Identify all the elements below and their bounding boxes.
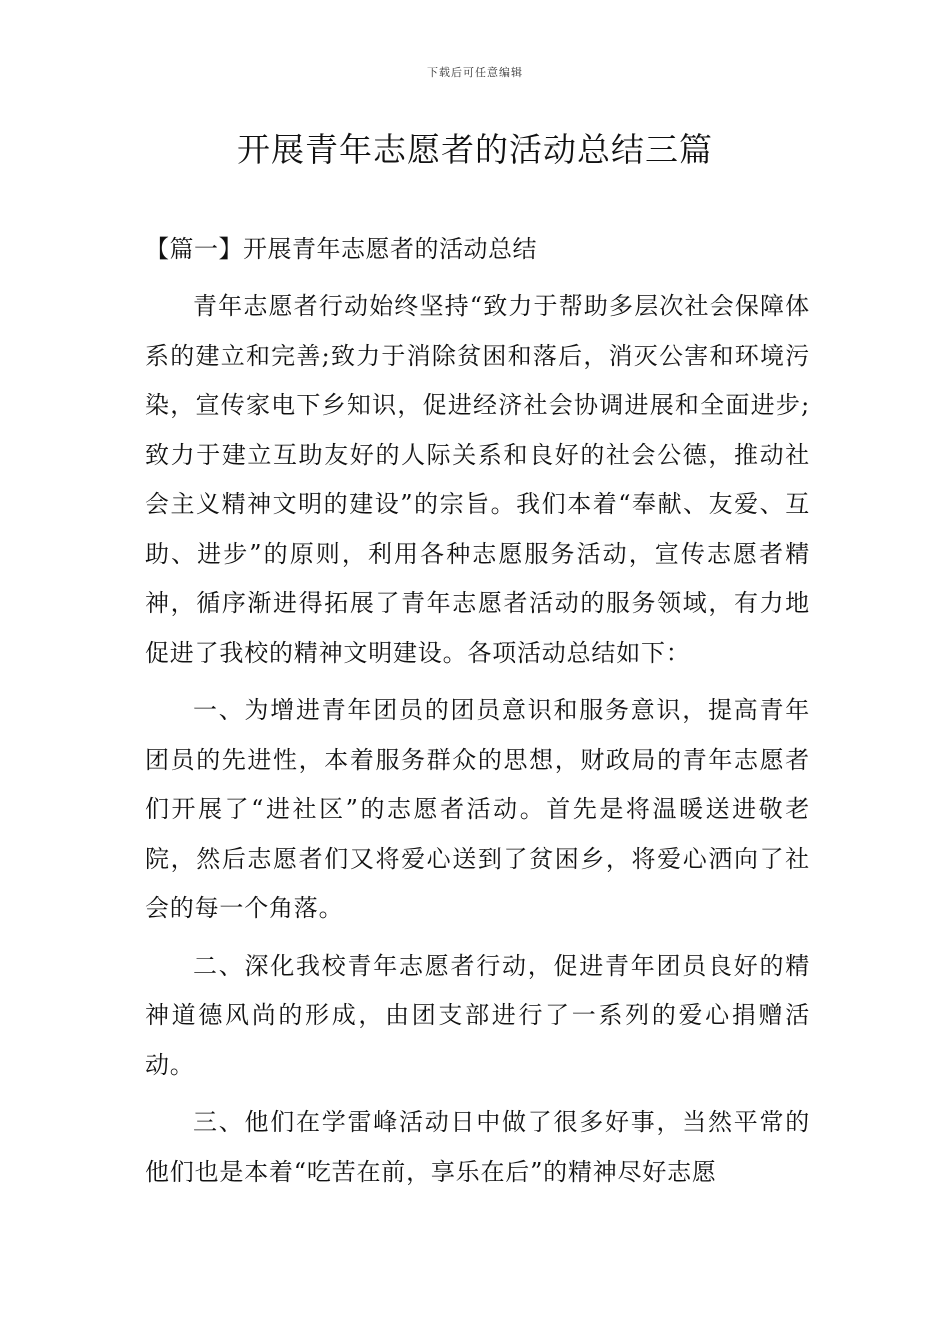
page-title: 开展青年志愿者的活动总结三篇 [237,130,713,169]
document-body [145,229,810,1197]
paragraph-item-1: 一、为增进青年团员的团员意识和服务意识，提高青年团员的先进性，本着服务群众的思想，财政局的青年志愿者们开展了“进社区”的志愿者活动。首先是将温暖送进敬老院，然后志愿者们又将爱心送到了贫困乡，将爱心洒向了社会的每一个角落。 [145,696,810,922]
paragraph-intro: 青年志愿者行动始终坚持“致力于帮助多层次社会保障体系的建立和完善;致力于消除贫困和落后，消灭公害和环境污染，宣传家电下乡知识，促进经济社会协调进展和全面进步;致力于建立互助友好的人际关系和良好的社会公德，推动社会主义精神文明的建设”的宗旨。我们本着“奉献、友爱、互助、进步”的原则，利用各种志愿服务活动，宣传志愿者精神，循序渐进得拓展了青年志愿者活动的服务领域，有力地促进了我校的精神文明建设。各项活动总结如下： [145,292,810,667]
header-note: 下载后可任意编辑 [427,66,523,79]
section-heading: 【篇一】开展青年志愿者的活动总结 [145,235,537,263]
paragraph-item-2: 二、深化我校青年志愿者行动，促进青年团员良好的精神道德风尚的形成，由团支部进行了一系列的爱心捐赠活动。 [145,951,810,1079]
paragraph-item-3: 三、他们在学雷峰活动日中做了很多好事，当然平常的他们也是本着“吃苦在前，享乐在后”的精神尽好志愿 [145,1108,810,1186]
